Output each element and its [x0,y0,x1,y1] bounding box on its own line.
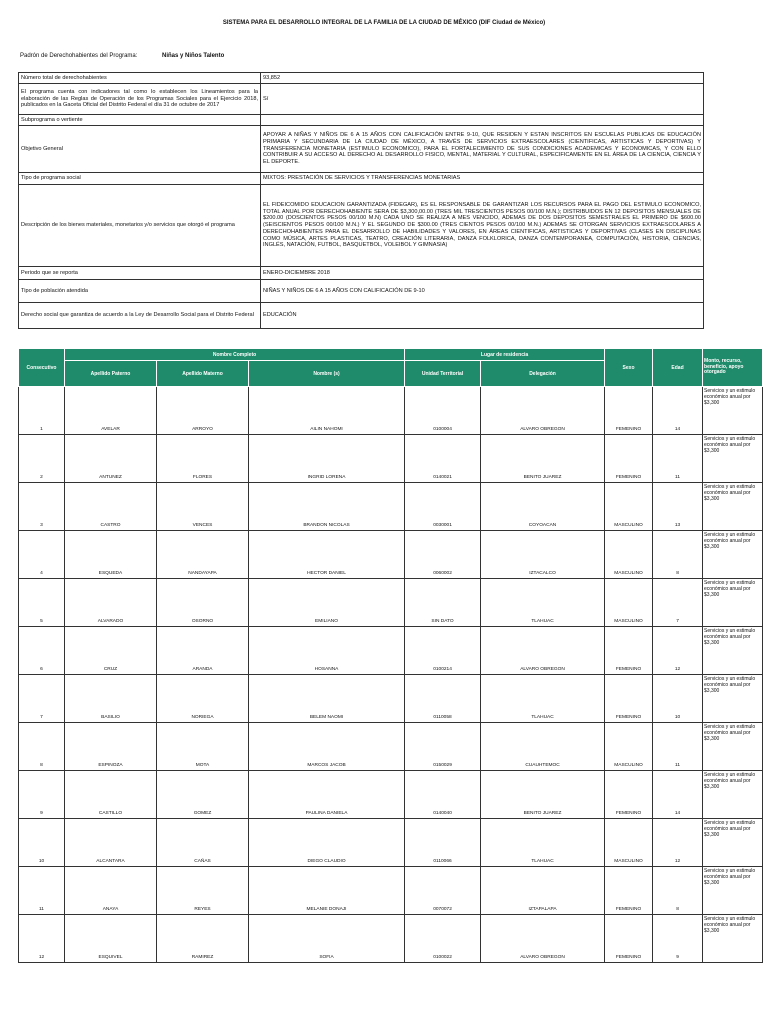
cell-sexo: FEMENINO [605,675,653,723]
cell-apellido-materno: VENCES [157,483,249,531]
cell-edad: 13 [653,483,703,531]
cell-sexo: MASCULINO [605,723,653,771]
info-value: NIÑAS Y NIÑOS DE 6 A 15 AÑOS CON CALIFICACIÓN DE 9-10 [261,280,704,303]
header-sexo: Sexo [605,349,653,387]
cell-delegacion: BENITO JUAREZ [481,435,605,483]
info-row [19,303,704,329]
info-value: EDUCACIÓN [261,303,704,329]
cell-delegacion: TLAHUAC [481,675,605,723]
cell-nombre: PAULINA DANIELA [249,771,405,819]
cell-sexo: MASCULINO [605,579,653,627]
cell-apellido-materno: ARROYO [157,387,249,435]
table-row [19,531,763,579]
cell-edad: 9 [653,915,703,963]
header-consecutivo: Consecutivo [19,349,65,387]
header-delegacion: Delegación [481,361,605,387]
header-edad: Edad [653,349,703,387]
cell-apellido-paterno: ESQUIVEL [65,915,157,963]
cell-apellido-materno: REYES [157,867,249,915]
cell-unidad-territorial: 0030001 [405,483,481,531]
cell-edad: 8 [653,531,703,579]
cell-monto: Servicios y un estimulo económico anual por $3,300 [703,771,763,819]
cell-nombre: INGRID LORENA [249,435,405,483]
table-row [19,627,763,675]
cell-apellido-paterno: CASTRO [65,483,157,531]
cell-unidad-territorial: 0140021 [405,435,481,483]
cell-nombre: HOSANNA [249,627,405,675]
cell-delegacion: COYOACAN [481,483,605,531]
cell-edad: 8 [653,867,703,915]
cell-consecutivo: 12 [19,915,65,963]
cell-monto: Servicios y un estimulo económico anual por $3,300 [703,723,763,771]
info-row [19,173,704,185]
cell-apellido-materno: RAMIREZ [157,915,249,963]
cell-nombre: MELANIE DONAJI [249,867,405,915]
cell-apellido-paterno: BASILIO [65,675,157,723]
cell-consecutivo: 5 [19,579,65,627]
table-row [19,675,763,723]
header-nombre: Nombre (s) [249,361,405,387]
cell-nombre: BRANDON NICOLAS [249,483,405,531]
header-unidad-territorial: Unidad Territorial [405,361,481,387]
cell-apellido-materno: MOTA [157,723,249,771]
cell-apellido-materno: CAÑAS [157,819,249,867]
info-value: MIXTOS: PRESTACIÓN DE SERVICIOS Y TRANSFERENCIAS MONETARIAS [261,173,704,185]
cell-edad: 10 [653,675,703,723]
header-apellido-materno: Apellido Materno [157,361,249,387]
table-row [19,915,763,963]
cell-edad: 11 [653,435,703,483]
cell-consecutivo: 6 [19,627,65,675]
cell-unidad-territorial: 0110058 [405,675,481,723]
cell-edad: 14 [653,771,703,819]
cell-sexo: FEMENINO [605,867,653,915]
info-label: Tipo de programa social [19,173,261,185]
cell-apellido-paterno: CASTILLO [65,771,157,819]
cell-unidad-territorial: 0140040 [405,771,481,819]
cell-sexo: FEMENINO [605,627,653,675]
cell-monto: Servicios y un estimulo económico anual por $3,300 [703,387,763,435]
cell-monto: Servicios y un estimulo económico anual por $3,300 [703,867,763,915]
cell-edad: 7 [653,579,703,627]
program-line [20,53,225,59]
cell-unidad-territorial: 0110066 [405,819,481,867]
cell-apellido-paterno: CRUZ [65,627,157,675]
table-row [19,723,763,771]
cell-consecutivo: 2 [19,435,65,483]
cell-unidad-territorial: 0060002 [405,531,481,579]
cell-unidad-territorial: 0150029 [405,723,481,771]
cell-nombre: AILIN NAHOMI [249,387,405,435]
cell-apellido-materno: ARANDA [157,627,249,675]
info-row [19,73,704,84]
header-apellido-paterno: Apellido Paterno [65,361,157,387]
cell-apellido-materno: GOMEZ [157,771,249,819]
table-row [19,771,763,819]
cell-delegacion: CUAUHTEMOC [481,723,605,771]
info-label: Derecho social que garantiza de acuerdo a la Ley de Desarrollo Social para el Distrito Federal [19,303,261,329]
document-title: SISTEMA PARA EL DESARROLLO INTEGRAL DE LA FAMILIA DE LA CIUDAD DE MÉXICO (DIF Ciudad de México) [222,20,546,26]
info-label: Subprograma o vertiente [19,115,261,126]
cell-apellido-paterno: ESQUEDA [65,531,157,579]
info-row [19,267,704,280]
cell-edad: 12 [653,627,703,675]
cell-consecutivo: 4 [19,531,65,579]
cell-apellido-paterno: ANAYA [65,867,157,915]
cell-delegacion: TLAHUAC [481,579,605,627]
table-row [19,435,763,483]
cell-delegacion: BENITO JUAREZ [481,771,605,819]
cell-apellido-materno: NANDAYAPA [157,531,249,579]
cell-sexo: MASCULINO [605,483,653,531]
cell-unidad-territorial: 0100214 [405,627,481,675]
info-label: Número total de derechohabientes [19,73,261,84]
cell-sexo: FEMENINO [605,771,653,819]
cell-monto: Servicios y un estimulo económico anual por $3,300 [703,435,763,483]
cell-apellido-materno: FLORES [157,435,249,483]
info-value [261,115,704,126]
cell-sexo: MASCULINO [605,819,653,867]
cell-delegacion: ALVARO OBREGON [481,387,605,435]
program-value: Niñas y Niños Talento [162,53,225,59]
cell-monto: Servicios y un estimulo económico anual por $3,300 [703,627,763,675]
cell-monto: Servicios y un estimulo económico anual por $3,300 [703,483,763,531]
table-row [19,819,763,867]
cell-delegacion: IZTACALCO [481,531,605,579]
cell-consecutivo: 1 [19,387,65,435]
cell-nombre: HECTOR DANIEL [249,531,405,579]
cell-nombre: DIEGO CLAUDIO [249,819,405,867]
cell-consecutivo: 7 [19,675,65,723]
cell-monto: Servicios y un estimulo económico anual por $3,300 [703,675,763,723]
cell-monto: Servicios y un estimulo económico anual por $3,300 [703,531,763,579]
cell-sexo: MASCULINO [605,531,653,579]
cell-nombre: MARCOS JACOB [249,723,405,771]
info-label: Tipo de población atendida [19,280,261,303]
cell-nombre: EMILIANO [249,579,405,627]
cell-consecutivo: 3 [19,483,65,531]
cell-consecutivo: 10 [19,819,65,867]
cell-unidad-territorial: 0100004 [405,387,481,435]
cell-monto: Servicios y un estimulo económico anual por $3,300 [703,915,763,963]
info-value: Sí [261,84,704,115]
info-row [19,84,704,115]
cell-edad: 14 [653,387,703,435]
cell-apellido-paterno: AVELAR [65,387,157,435]
cell-apellido-paterno: ANTUNEZ [65,435,157,483]
info-label: Descripción de los bienes materiales, monetarios y/o servicios que otorgó el programa [19,185,261,267]
beneficiaries-table [18,348,763,963]
cell-apellido-materno: NORIEGA [157,675,249,723]
table-row [19,483,763,531]
cell-delegacion: ALVARO OBREGON [481,915,605,963]
cell-sexo: FEMENINO [605,435,653,483]
cell-unidad-territorial: 0070072 [405,867,481,915]
info-value: APOYAR A NIÑAS Y NIÑOS DE 6 A 15 AÑOS CON CALIFICACIÓN ENTRE 9-10, QUE RESIDEN Y ESTAN INSCRITOS EN ESCUELAS PUBLICAS DE EDUCACIÓN PRIMARIA Y SECUNDARIA DE LA CIUDAD DE MÉXICO, A TRAVÉS DE SERVICIOS EXTRAESCOLARES (CIENTIFICAS, ARTISTICAS Y DEPORTIVAS) Y TRANSFERENCIA MONETARIA (ESTIMULO ECONOMICO), PARA EL FORTALECIMIENTO DE SUS CONDICIONES ACADEMICAS Y ECONOMICAS, Y CON ELLO CONTRIBUIR A SU ACCESO AL DERECHO AL DESARROLLO FISICO, MENTAL, MATERIAL Y CULTURAL, ESPECIFICAMENTE EN EL ÁREA DE LA CIENCIA, CIENCIA Y EL DEPORTE. [261,126,704,173]
cell-consecutivo: 8 [19,723,65,771]
table-row [19,387,763,435]
info-label: Objetivo General [19,126,261,173]
info-label: El programa cuenta con indicadores tal como lo establecen los Lineamientos para la elaboración de las Reglas de Operación de los Programas Sociales para el Ejercicio 2018, publicados en la Gaceta Oficial del Distrito Federal el día 31 de octubre de 2017 [19,84,261,115]
info-row [19,280,704,303]
program-label: Padrón de Derechohabientes del Programa: [20,53,138,59]
cell-unidad-territorial: 0100022 [405,915,481,963]
cell-delegacion: IZTAPALAPA [481,867,605,915]
cell-edad: 11 [653,723,703,771]
info-label: Periodo que se reporta [19,267,261,280]
info-value: 93,852 [261,73,704,84]
cell-nombre: BELEM NAOMI [249,675,405,723]
info-row [19,185,704,267]
cell-delegacion: ALVARO OBREGON [481,627,605,675]
table-row [19,579,763,627]
cell-sexo: FEMENINO [605,387,653,435]
info-row [19,115,704,126]
cell-sexo: FEMENINO [605,915,653,963]
cell-delegacion: TLAHUAC [481,819,605,867]
cell-monto: Servicios y un estimulo económico anual por $3,300 [703,819,763,867]
cell-nombre: SOFIA [249,915,405,963]
program-info-table [18,72,704,329]
info-value: EL FIDEICOMIDO EDUCACION GARANTIZADA (FIDEGAR), ES EL RESPONSABLE DE GARANTIZAR LOS RECURSOS PARA EL PAGO DEL ESTIMULO ECONOMICO, TOTAL ANUAL POR DERECHOHABIENTE SERA DE $3,300,00.00 (TRES MIL TRESCIENTOS PESOS 00/100 M.N.); DISTRIBUIDOS EN 12 DEPOSITOS MENSUALES DE $200.00 (DOSCIENTOS PESOS 00/100 M.N) CADA UNO SE REALIZA A MES VENCIDO, ADEMAS DE DOS DEPOSITOS SEMESTRALES EL PRIMERO DE $600.00 (SEISCIENTOS PESOS 00/100 M.N.) Y EL SEGUNDO DE $300.00 (TRES CIENTOS PESOS 00/100 M.N.) ADEMAS SE OTORGAN SERVICIOS EXTRAESCOLARES A DERECHOHABIENTES PARA EL DESARROLLO DE HABILIDADES Y VALORES, EN ÁREAS CIENTIFICAS, ARTISTICAS Y DEPORTIVAS (CLASES EN DISCIPLINAS COMO MÚSICA, ARTES PLASTICAS, TEATRO, CREACIÓN LITERARIA, DANZA FOLKLORICA, DANZA CONTEMPORANEA, COMPUTACIÓN, HISTORIA, CIENCIAS, INGLÉS, NATACIÓN, FUTBOL, BASQUETBOL, VOLEIBOL Y GIMNASIA) [261,185,704,267]
cell-unidad-territorial: SIN DATO [405,579,481,627]
cell-apellido-materno: OSORNO [157,579,249,627]
info-value: ENERO-DICIEMBRE 2018 [261,267,704,280]
cell-monto: Servicios y un estimulo económico anual por $3,300 [703,579,763,627]
header-monto: Monto, recurso, beneficio, apoyo otorgado [703,349,763,387]
header-nombre-completo: Nombre Completo [65,349,405,361]
header-lugar-residencia: Lugar de residencia [405,349,605,361]
cell-apellido-paterno: ALVARADO [65,579,157,627]
table-row [19,867,763,915]
cell-apellido-paterno: ESPINOZA [65,723,157,771]
cell-consecutivo: 11 [19,867,65,915]
cell-edad: 12 [653,819,703,867]
cell-apellido-paterno: ALCANTARA [65,819,157,867]
info-row [19,126,704,173]
cell-consecutivo: 9 [19,771,65,819]
